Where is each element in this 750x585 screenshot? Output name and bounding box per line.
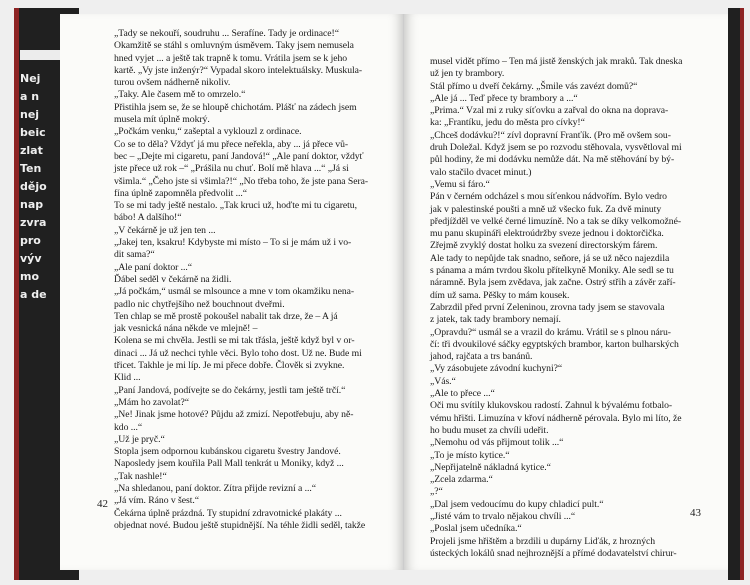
- text-line: ústeckých lokálů snad nejhroznější a přímé dodavatelství chirur-: [430, 547, 677, 559]
- text-line: Kolena se mi chvěla. Jestli se mi tak třásla, ještě když byl v or-: [114, 335, 355, 347]
- text-line: Stál přímo u dveří čekárny. „Šmile vás zavézt domů?“: [430, 80, 638, 92]
- text-line: musel vidět přímo – Ten má jistě ženských jak mraků. Tak dneska: [430, 56, 683, 67]
- text-line: třicet. Takhle je mi líp. Je mi přece dobře. Člověk si zvykne.: [114, 360, 345, 372]
- text-line: „Poslal jsem učedníka.“: [430, 523, 522, 535]
- text-line: valo stačilo dvacet minut.): [430, 166, 532, 178]
- text-line: musela mít úplně mokrý.: [114, 114, 210, 126]
- text-line: Klid ...: [114, 372, 141, 384]
- text-line: „Na shledanou, paní doktor. Zítra přijde revizní a ...“: [114, 482, 316, 494]
- text-line: jste přece už rok –“ „Prášila nu chuť. Bolí mě hlava ...“ „Já si: [114, 163, 349, 175]
- text-line: „Opravdu?“ usmál se a vrazil do krámu. Vrátil se s plnou náru-: [430, 326, 671, 338]
- text-line: Zřejmě zvyklý dostat holku za svezení directorským fárem.: [430, 240, 658, 252]
- text-line: „Vemu si fáro.“: [430, 178, 490, 190]
- right-page-text: [430, 56, 715, 560]
- text-line: „Mám ho zavolat?“: [114, 396, 189, 408]
- text-line: „Tady se nekouří, soudruhu ... Serafíne. Tady je ordinace!“: [114, 28, 339, 39]
- text-line: „Zcela zdarma.“: [430, 474, 493, 486]
- text-line: jak vesnická nána někde ve mlejně! –: [114, 323, 258, 335]
- left-page-number: 42: [97, 498, 108, 510]
- text-line: „Ale paní doktor ...“: [114, 261, 193, 273]
- text-line: „Jakej ten, ksakru! Kdybyste mi místo – To si je mám už i vo-: [114, 237, 352, 249]
- text-line: fína úplně zapomněla předvolit ...“: [114, 187, 248, 199]
- text-line: kartě. „Vy jste inženýr?“ Vypadal skoro intelektuálsky. Muskula-: [114, 64, 363, 76]
- right-page-number: 43: [690, 507, 701, 519]
- text-line: kdo ...“: [114, 421, 143, 433]
- text-line: „Vás.“: [430, 375, 456, 387]
- left-page: [60, 14, 404, 570]
- text-line: „?“: [430, 486, 443, 498]
- text-line: dinaci ... Já už nechci tyhle věci. Bylo toho dost. Už ne. Bude mi: [114, 347, 362, 359]
- text-line: „Nemohu od vás přijmout tolik ...“: [430, 437, 564, 449]
- text-line: „Tak nashle!“: [114, 470, 167, 482]
- text-line: objednat nové. Budou ještě stupidnější. Na téhle židli seděl, takže: [114, 519, 366, 531]
- text-line: dím už sama. Pěšky to mám kousek.: [430, 289, 570, 301]
- text-line: jahod, rajčata a trs banánů.: [430, 351, 533, 363]
- text-line: už jen ty brambory.: [430, 68, 505, 80]
- text-line: mu panu skupináři elektroúdržby sveze jednou i doktorčička.: [430, 228, 664, 240]
- text-line: dit sama?“: [114, 249, 155, 261]
- text-line: z jatek, tak tady brambory nemají.: [430, 314, 561, 326]
- text-line: Co se to děla? Vždyť já mu přece neřekla, aby ... já přece vů-: [114, 138, 349, 150]
- text-line: To se mi tady ještě nestalo. „Tak kruci už, hoďte mi tu cigaretu,: [114, 200, 357, 212]
- text-line: Ten chlap se mě prostě pokoušel nabalit tak drze, že – A já: [114, 310, 338, 322]
- text-line: Ďábel seděl v čekárně na židli.: [114, 273, 232, 285]
- text-line: Ale tady to nepůjde tak snadno, seňore, já se už něco najezdila: [430, 252, 670, 264]
- text-line: „Ale to přece ...“: [430, 388, 495, 400]
- text-line: druh Doležal. Když jsem se po rozvodu stěhovala, vysvětloval mi: [430, 142, 682, 154]
- text-line: Přistihla jsem se, že se hloupě chichotám. Plášť na zádech jsem: [114, 101, 357, 113]
- text-line: s pánama a mám tvrdou školu přítelkyně Moniky. Ale sedl se tu: [430, 265, 674, 277]
- text-line: „V čekárně je už jen ten ...: [114, 224, 216, 236]
- text-line: všimla.“ „Čeho jste si všimla?!“ „No třeba toho, že jste pana Sera-: [114, 175, 369, 187]
- text-line: bec – „Dejte mi cigaretu, paní Jandová!“ „Ale paní doktor, vždyť: [114, 150, 364, 162]
- text-line: „Paní Jandová, podívejte se do čekárny, jestli tam ještě trčí.“: [114, 384, 346, 396]
- text-line: „Počkám venku,“ zašeptal a vyklouzl z ordinace.: [114, 126, 302, 138]
- text-line: „Nepřijatelně nákladná kytice.“: [430, 461, 551, 473]
- text-line: „Ne! Jinak jsme hotové? Půjdu až zmizí. Nepotřebuju, aby ně-: [114, 409, 354, 421]
- text-line: „Ale já ... Teď přece ty brambory a ...“: [430, 92, 578, 104]
- text-line: předjížděl ve velké černé limuzíně. No a tak se díky velkomožné-: [430, 215, 681, 227]
- left-page-text: [114, 28, 394, 532]
- text-line: Čekárna úplně prázdná. Ty stupidní zdravotnické plakáty ...: [114, 507, 342, 519]
- text-line: vému hřišti. Limuzína v křoví nádherně pérovala. Bylo mi líto, že: [430, 412, 682, 424]
- text-line: hned vyjet ... a ještě tak trapně k tomu. Vrátila jsem se k jeho: [114, 52, 348, 64]
- cover-spine-text: Nej a n nej beic zlat Ten dějo nap zvra pro výv mo a de: [20, 72, 47, 301]
- text-line: „Taky. Ale časem mě to omrzelo.“: [114, 89, 246, 101]
- text-line: jak v palestinské poušti a mně už všecko fuk. Za dvě minuty: [430, 203, 662, 215]
- text-line: „Chceš dodávku?!“ zívl dopravní Franťík. (Pro mě ovšem sou-: [430, 129, 671, 141]
- text-line: „Já počkám,“ usmál se mlsounce a mne v tom okamžiku nena-: [114, 286, 355, 298]
- text-line: Oči mu svítily klukovskou radostí. Zahnul k bývalému fotbalo-: [430, 400, 673, 412]
- text-line: padlo nic chytřejšího než bouchnout dveřmi.: [114, 298, 285, 310]
- text-line: „To je místo kytice.“: [430, 449, 510, 461]
- text-line: „Jisté vám to trvalo nějakou chvíli ...“: [430, 510, 576, 522]
- text-line: půl hodiny, že mi dodávku nemůže dát. Na mě stěhování by bý-: [430, 154, 675, 166]
- text-line: Zabrzdil před první Zeleninou, zrovna tady jsem se stavovala: [430, 301, 665, 313]
- text-line: Naposledy jsem kouřila Pall Mall tenkrát u Moniky, když ...: [114, 458, 344, 470]
- right-cover-edge: [728, 8, 744, 580]
- text-line: ho budu muset za chvíli udeřit.: [430, 424, 549, 436]
- text-line: turou ovšem nádherně nikoliv.: [114, 77, 231, 89]
- text-line: bábo! A dalšího!“: [114, 212, 182, 224]
- text-line: Stopla jsem odpornou kubánskou cigaretu švestry Jandové.: [114, 446, 341, 458]
- text-line: ka: „Frantíku, jedu do města pro cívky!“: [430, 117, 585, 129]
- text-line: „Já vím. Ráno v šest.“: [114, 495, 199, 507]
- text-line: Pán v černém odcházel s mou síťenkou nádvořím. Bylo vedro: [430, 191, 667, 203]
- text-line: čí: tři dvoukilové sáčky egyptských brambor, karton bulharských: [430, 338, 679, 350]
- text-line: náramně. Byla jsem zvědava, jak začne. Ostrý střih a závěr zaří-: [430, 277, 676, 289]
- text-line: „Vy zásobujete závodní kuchyni?“: [430, 363, 563, 375]
- text-line: Okamžitě se stáhl s omluvným úsměvem. Taky jsem nemusela: [114, 40, 354, 52]
- text-line: Projeli jsme hřištěm a brzdili u dupárny Liďák, z hrozných: [430, 535, 656, 547]
- right-page: [404, 14, 728, 570]
- text-line: „Prima.“ Vzal mi z ruky síťovku a zařval do okna na doprava-: [430, 105, 669, 117]
- text-line: „Dal jsem vedoucímu do kupy chladicí pult.“: [430, 498, 604, 510]
- text-line: „Už je pryč.“: [114, 433, 165, 445]
